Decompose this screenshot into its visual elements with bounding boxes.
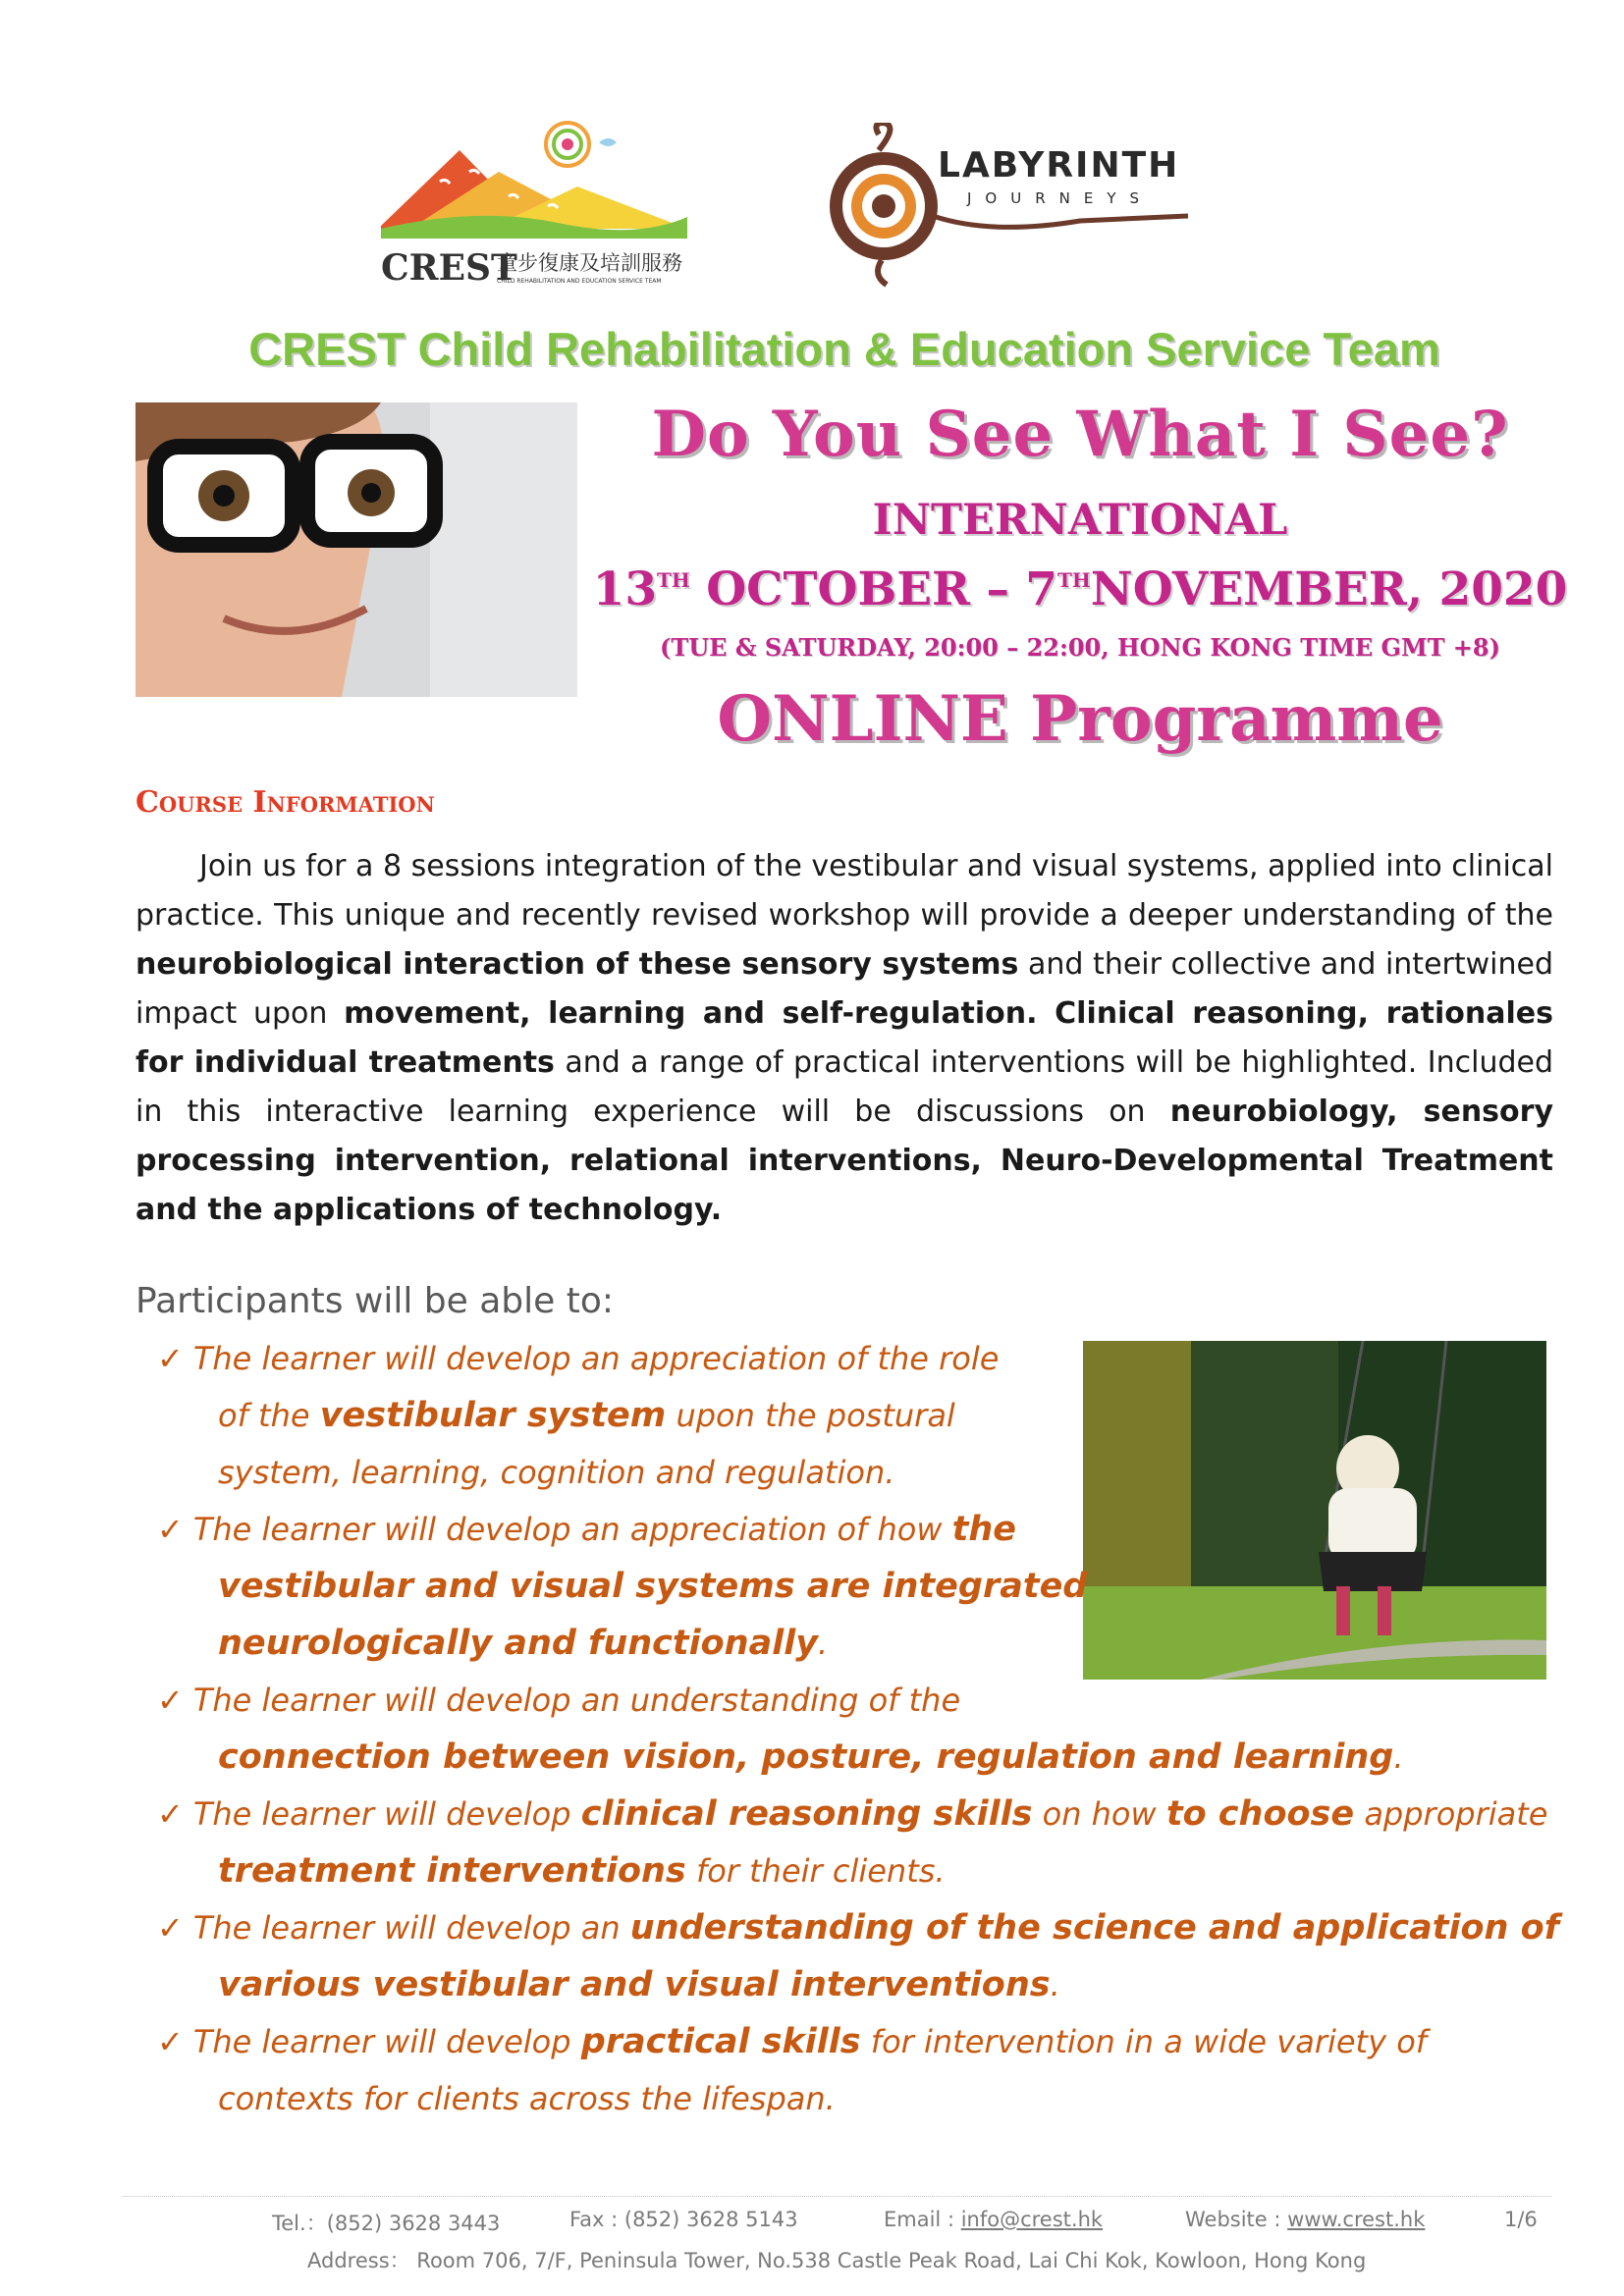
email-link[interactable]: info@crest.hk bbox=[960, 2208, 1104, 2231]
participants-heading: Participants will be able to: bbox=[135, 1281, 615, 1321]
course-information-heading: Course Information bbox=[135, 785, 435, 820]
footer-tel: Tel.：(852) 3628 3443 bbox=[272, 2212, 501, 2235]
footer-email: Email : info@crest.hk bbox=[884, 2208, 1104, 2231]
event-schedule: (TUE & SATURDAY, 20:00 – 22:00, HONG KONG TIME GMT +8) bbox=[660, 633, 1500, 662]
footer-divider bbox=[123, 2196, 1551, 2197]
svg-text:JOURNEYS: JOURNEYS bbox=[967, 189, 1154, 207]
event-dates: 13TH OCTOBER – 7THNOVEMBER, 2020 bbox=[592, 562, 1568, 616]
website-link[interactable]: www.crest.hk bbox=[1287, 2208, 1426, 2231]
learning-outcome: ✓ The learner will develop practical skills for intervention in a wide variety of contexts for clients across the lifespan. bbox=[157, 2022, 1428, 2117]
learning-outcomes-list bbox=[157, 1330, 1559, 2127]
checkmark-icon: ✓ bbox=[157, 1909, 184, 1947]
checkmark-icon: ✓ bbox=[157, 1795, 184, 1833]
checkmark-icon: ✓ bbox=[157, 1682, 184, 1719]
learning-outcome: ✓ The learner will develop an understanding of the science and application of various vestibular and visual interventions. bbox=[157, 1908, 1559, 2004]
labyrinth-logo bbox=[805, 123, 1203, 290]
svg-text:CHILD REHABILITATION AND EDUCA: CHILD REHABILITATION AND EDUCATION SERVICE TEAM bbox=[497, 278, 662, 285]
checkmark-icon: ✓ bbox=[157, 1340, 184, 1377]
checkmark-icon: ✓ bbox=[157, 2023, 184, 2060]
learning-outcome: ✓ The learner will develop clinical reasoning skills on how to choose appropriate treatment interventions for their clients. bbox=[157, 1794, 1548, 1891]
svg-text:LABYRINTH: LABYRINTH bbox=[938, 145, 1180, 186]
footer-address: Address： Room 706, 7/F, Peninsula Tower, No.538 Castle Peak Road, Lai Chi Kok, Kowloon, Hong Kong bbox=[307, 2249, 1367, 2272]
learning-outcome: ✓ The learner will develop an understanding of the connection between vision, posture, regulation and learning. bbox=[157, 1682, 1404, 1777]
svg-text:童步復康及培訓服務: 童步復康及培訓服務 bbox=[497, 251, 682, 275]
footer-website: Website : www.crest.hk bbox=[1185, 2208, 1426, 2231]
checkmark-icon: ✓ bbox=[157, 1511, 184, 1548]
page-number: 1/6 bbox=[1504, 2208, 1538, 2231]
boy-with-glasses-photo bbox=[135, 402, 577, 697]
learning-outcome: ✓ The learner will develop an appreciation of the role of the vestibular system upon the postural system, learning, cognition and regulation. bbox=[157, 1340, 1000, 1491]
footer-fax: Fax : (852) 3628 5143 bbox=[569, 2208, 798, 2231]
course-description: Join us for a 8 sessions integration of the vestibular and visual systems, applied into clinical practice. This unique and recently revised workshop will provide a deeper understanding of the neurobiological interaction of these sensory systems and their collective and intertwined impact upon movement, learning and self-regulation. Clinical reasoning, rationales for individual treatments and a range of practical interventions will be highlighted. Included in this interactive learning experience will be discussions on neurobiology, sensory processing intervention, relational interventions, Neuro-Developmental Treatment and the applications of technology. bbox=[135, 849, 1554, 1227]
international-label: INTERNATIONAL bbox=[872, 496, 1288, 545]
crest-logo-text: CREST bbox=[381, 247, 517, 288]
online-programme-label: ONLINE Programme bbox=[717, 682, 1443, 756]
crest-logo bbox=[381, 113, 687, 288]
organization-heading: CREST Child Rehabilitation & Education Service Team bbox=[248, 323, 1440, 375]
learning-outcome: ✓ The learner will develop an appreciation of how the vestibular and visual systems are integrated neurologically and functionally. bbox=[157, 1510, 1088, 1663]
event-title: Do You See What I See? bbox=[651, 398, 1509, 471]
